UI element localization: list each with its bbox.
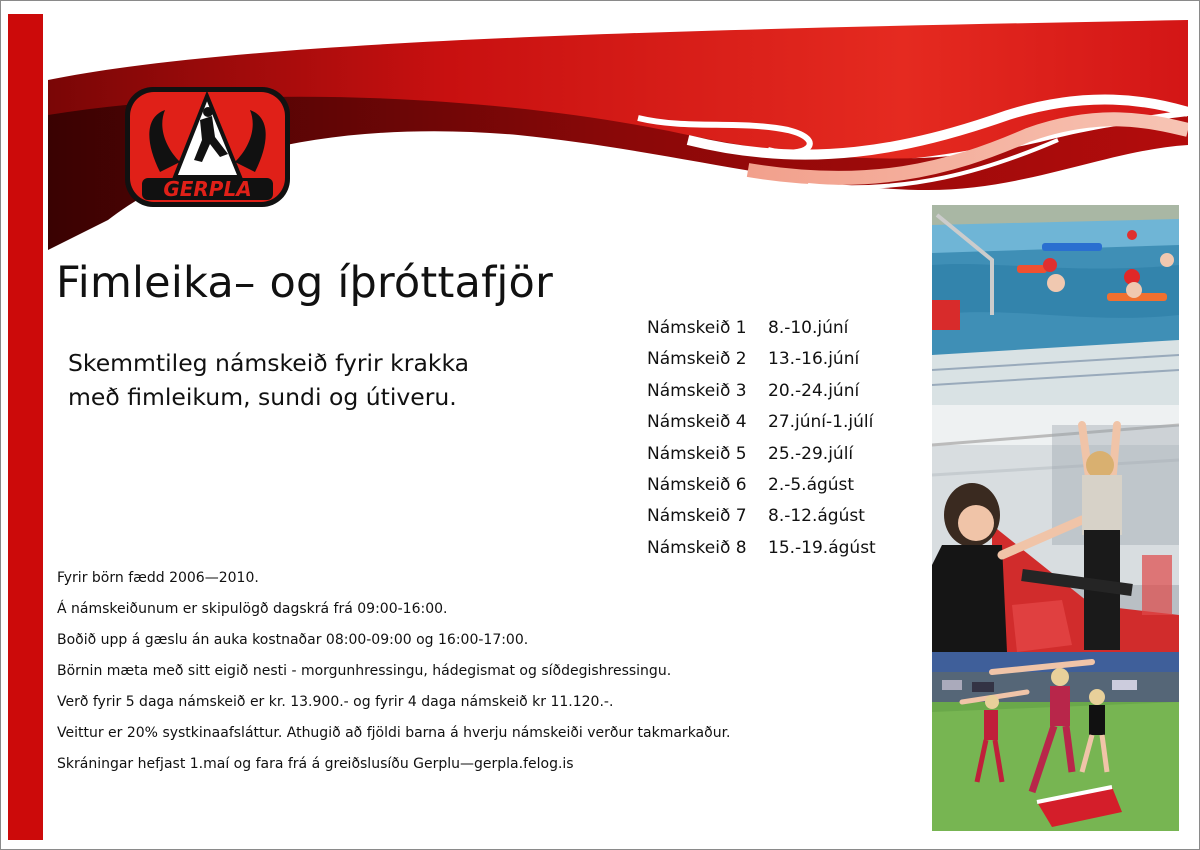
course-name: Námskeið 3	[647, 380, 747, 401]
info-line: Boðið upp á gæslu án auka kostnaðar 08:00-09:00 og 16:00-17:00.	[57, 632, 529, 648]
course-row	[647, 538, 876, 569]
course-name: Námskeið 4	[647, 412, 747, 433]
course-row	[647, 412, 876, 443]
course-schedule	[647, 318, 876, 569]
gerpla-logo	[120, 82, 295, 212]
course-dates: 8.-12.ágúst	[768, 506, 865, 527]
course-dates: 15.-19.ágúst	[768, 537, 876, 558]
course-row	[647, 381, 876, 412]
logo-text: GERPLA	[163, 177, 252, 201]
course-dates: 25.-29.júlí	[768, 443, 854, 464]
course-name: Námskeið 7	[647, 506, 747, 527]
course-dates: 2.-5.ágúst	[768, 474, 855, 495]
subtitle	[68, 346, 588, 414]
info-line: Veittur er 20% systkinaafsláttur. Athugið að fjöldi barna á hverju námskeiði verður takmarkaður.	[57, 725, 731, 741]
subtitle-line-2: með fimleikum, sundi og útiveru.	[68, 383, 457, 411]
course-name: Námskeið 6	[647, 474, 747, 495]
photo-swimming-pool	[932, 205, 1179, 405]
course-dates: 20.-24.júní	[768, 380, 860, 401]
info-section	[57, 566, 731, 783]
course-row	[647, 444, 876, 475]
course-dates: 13.-16.júní	[768, 349, 860, 370]
course-name: Námskeið 5	[647, 443, 747, 464]
info-line: Fyrir börn fædd 2006—2010.	[57, 570, 259, 586]
left-red-bar	[8, 14, 43, 840]
course-dates: 27.júní-1.júlí	[768, 412, 874, 433]
info-line: Verð fyrir 5 daga námskeið er kr. 13.900.- og fyrir 4 daga námskeið kr 11.120.-.	[57, 694, 614, 710]
course-name: Námskeið 8	[647, 537, 747, 558]
course-row	[647, 318, 876, 349]
info-line-registration: Skráningar hefjast 1.maí og fara frá á greiðslusíðu Gerplu—gerpla.felog.is	[57, 756, 574, 772]
course-name: Námskeið 2	[647, 349, 747, 370]
photo-gymnastics-hall	[932, 405, 1179, 652]
course-dates: 8.-10.júní	[768, 318, 849, 338]
photo-outdoor-play	[932, 652, 1179, 831]
course-row	[647, 506, 876, 537]
info-line: Á námskeiðunum er skipulögð dagskrá frá 09:00-16:00.	[57, 601, 448, 617]
info-line: Börnin mæta með sitt eigið nesti - morgunhressingu, hádegismat og síðdegishressingu.	[57, 663, 672, 679]
course-row	[647, 475, 876, 506]
page-title: Fimleika– og íþróttafjör	[56, 258, 553, 308]
course-name: Námskeið 1	[647, 318, 747, 338]
course-row	[647, 349, 876, 380]
subtitle-line-1: Skemmtileg námskeið fyrir krakka	[68, 349, 470, 377]
